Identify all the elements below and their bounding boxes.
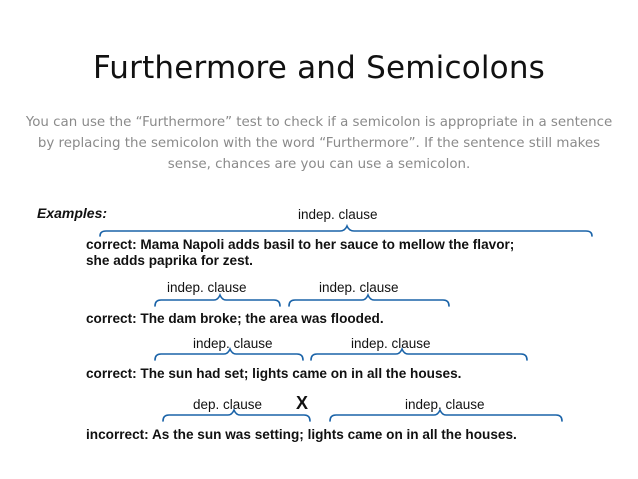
brace-ex2-left <box>155 295 280 306</box>
ex3-label-right: indep. clause <box>351 336 431 351</box>
ex2-label-right: indep. clause <box>319 280 399 295</box>
examples-figure <box>0 196 638 456</box>
brace-ex1 <box>100 226 592 236</box>
ex1-label: indep. clause <box>298 207 378 222</box>
slide-subtitle: You can use the “Furthermore” test to check if a semicolon is appropriate in a sentence by replacing the semicolon with the word “Furthermore”. If the sentence still makes sense, chances are you can use a semicolon. <box>25 115 613 172</box>
ex1-sentence-line1: correct: Mama Napoli adds basil to her sauce to mellow the flavor; <box>86 237 515 252</box>
slide-title: Furthermore and Semicolons <box>92 50 546 86</box>
ex4-sentence: incorrect: As the sun was setting; lights came on in all the houses. <box>86 427 517 442</box>
ex2-label-left: indep. clause <box>167 280 247 295</box>
ex3-label-left: indep. clause <box>193 336 273 351</box>
ex3-sentence: correct: The sun had set; lights came on in all the houses. <box>86 366 462 381</box>
ex1-sentence-line2: she adds paprika for zest. <box>86 253 253 268</box>
brace-ex2-right <box>289 295 449 306</box>
ex4-x-mark: X <box>296 393 309 413</box>
ex4-label-left: dep. clause <box>193 397 263 412</box>
examples-heading: Examples: <box>37 205 108 221</box>
ex2-sentence: correct: The dam broke; the area was flooded. <box>86 311 384 326</box>
ex4-label-right: indep. clause <box>405 397 485 412</box>
